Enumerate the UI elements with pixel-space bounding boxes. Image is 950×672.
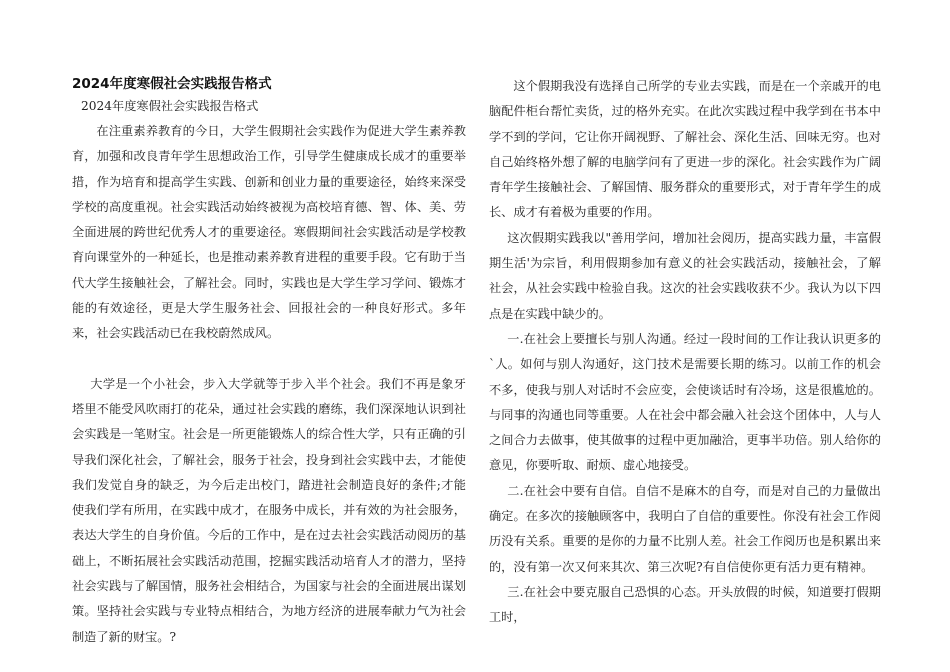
paragraph-left-2: 大学是一个小社会，步入大学就等于步入半个社会。我们不再是象牙塔里不能受风吹雨打的花朵，通过社会实践的磨练，我们深深地认识到社会实践是一笔财宝。社会是一所更能锻炼人的综合性大学，只有正确的引导我们深化社会，了解社会，服务于社会，投身到社会实践中去，才能使我们发觉自身的缺乏，为今后走出校门，踏进社会制造良好的条件;才能使我们学有所用，在实践中成才，在服务中成长，并有效的为社会服务，表达大学生的自身价值。今后的工作中，是在过去社会实践活动阅历的基础上，不断拓展社会实践活动范围，挖掘实践活动培育人才的潜力，坚持社会实践与了解国情，服务社会相结合，为国家与社会的全面进展出谋划策。坚持社会实践与专业特点相结合，为地方经济的进展奉献力气为社会制造了新的财宝。? [72,376,466,644]
paragraph-right-2: 这次假期实践我以"善用学问，增加社会阅历，提高实践力量，丰富假期生活'为宗旨，利用假期参加有意义的社会实践活动，接触社会，了解社会，从社会实践中检验自我。这次的社会实践收获不少。我认为以下四点是在实践中缺少的。 [489,230,881,321]
document-subtitle: 2024年度寒假社会实践报告格式 [81,99,259,113]
paragraph-gap [72,347,466,372]
paragraph-right-3: 一.在社会上要擅长与别人沟通。经过一段时间的工作让我认识更多的`人。如何与别人沟通好，这门技术是需要长期的练习。以前工作的机会不多，使我与别人对话时不会应变，会使谈话时有冷场，这是很尴尬的。与同事的沟通也同等重要。人在社会中都会融入社会这个团体中，人与人之间合力去做事，使其做事的过程中更加融洽，更事半功倍。别人给你的意见，你要听取、耐烦、虚心地接受。 [489,331,881,473]
paragraph-right-1: 这个假期我没有选择自己所学的专业去实践，而是在一个亲戚开的电脑配件柜台帮忙卖货，过的格外充实。在此次实践过程中我学到在书本中学不到的学问，它让你开阔视野、了解社会、深化生活、回味无穷。也对自己始终格外想了解的电脑学问有了更进一步的深化。社会实践作为广阔青年学生接触社会、了解国情、服务群众的重要形式，对于青年学生的成长、成才有着极为重要的作用。 [489,79,881,220]
right-column [489,74,881,631]
paragraph-right-5: 三.在社会中要克服自己恐惧的心态。开头放假的时候，知道要打假期工时， [489,584,881,625]
paragraph-right-4: 二.在社会中要有自信。自信不是麻木的自夸，而是对自己的力量做出确定。在多次的接触顾客中，我明白了自信的重要性。你没有社会工作阅历没有关系。重要的是你的力量不比别人差。社会工作阅历也是积累出来的，没有第一次又何来其次、第三次呢?有自信使你更有活力更有精神。 [489,483,881,574]
paragraph-left-1: 在注重素养教育的今日，大学生假期社会实践作为促进大学生素养教育，加强和改良青年学生思想政治工作，引导学生健康成长成才的重要举措，作为培育和提高学生实践、创新和创业力量的重要途径，始终来深受学校的高度重视。社会实践活动始终被视为高校培育德、智、体、美、劳全面进展的跨世纪优秀人才的重要途径。寒假期间社会实践活动是学校教育向课堂外的一种延长，也是推动素养教育进程的重要手段。它有助于当代大学生接触社会，了解社会。同时，实践也是大学生学习学问、锻炼才能的有效途径，更是大学生服务社会、回报社会的一种良好形式。多年来，社会实践活动已在我校蔚然成风。 [72,124,466,341]
left-column [72,74,466,650]
document-title: 2024年度寒假社会实践报告格式 [72,76,272,92]
